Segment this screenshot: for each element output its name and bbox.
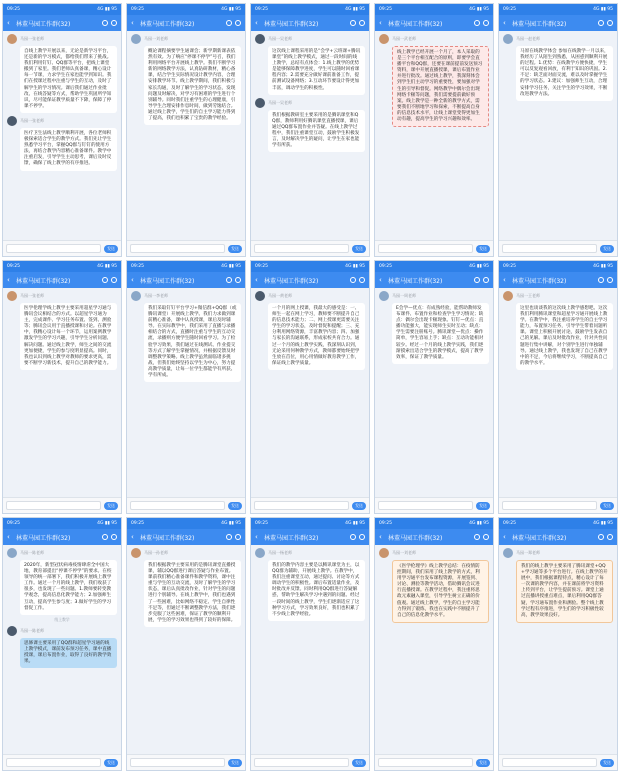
message-list[interactable] xyxy=(3,545,121,754)
message-list[interactable] xyxy=(3,31,121,240)
status-time: 09:25 xyxy=(131,264,144,269)
send-button[interactable]: 发送 xyxy=(352,502,366,510)
status-time: 09:25 xyxy=(503,264,516,269)
status-time: 09:25 xyxy=(379,264,392,269)
avatar[interactable] xyxy=(7,116,17,126)
message-input[interactable] xyxy=(254,501,349,510)
send-button[interactable]: 发送 xyxy=(476,245,490,253)
message-bubble[interactable]: 这里也谈谈我的这次线上教学感想吧。这次我们利用腾讯课堂和超星学习通开展线上教学。在教学中，我注重培养学生的自主学习能力，布置预习任务，引导学生带着问题听课。课堂上积极开展讨论，鼓励学生发表自己的见解。课后及时批改作业，针对共性问题进行集中讲解，对个别学生进行单独辅导。通过线上教学，我也发现了自己在教学中的不足，今后将继续学习，不断提高自己的教学水平。 xyxy=(516,303,613,370)
back-arrow-icon[interactable]: ‹ xyxy=(255,276,258,284)
send-button[interactable]: 发送 xyxy=(600,502,614,510)
avatar[interactable] xyxy=(7,626,17,636)
message-sender xyxy=(379,548,489,558)
message-input[interactable] xyxy=(378,244,473,253)
group-menu-icon[interactable] xyxy=(607,20,613,26)
group-title: 林董马园工作群(32) xyxy=(140,534,195,542)
message-bubble[interactable]: 概论课程摘要学生通课会；新学期新课表依然有效。为了响应“停课不停学”号召，我们利用网络平台开展线上教学。我们不断学习新的网络教学方法，认真钻研教材，精心备课，结合学生实际情况设计教学内容，合理安排教学环节。线上教学期间，我们积极与家长沟通，及时了解学生的学习状态，发现问题及时解决，对学习有困难的学生进行个别辅导。同时我们注重学生的心理健康，引导学生合理安排作息时间，做到劳逸结合。通过线上教学，学生们的自主学习能力得到了提高，我们也积累了宝贵的教学经验。 xyxy=(144,46,241,125)
send-button[interactable]: 发送 xyxy=(352,759,366,767)
group-menu-icon[interactable] xyxy=(111,20,117,26)
back-arrow-icon[interactable]: ‹ xyxy=(379,276,382,284)
message-input[interactable] xyxy=(6,501,101,510)
message-bubble[interactable]: 我们根据教学主要采用的是腾讯课堂直播授课，辅以QQ群进行课后答疑与作业布置。课前我们精心准备课件和教学资料，课中注重与学生的互动交流，及时了解学生的学习状态，课后认真批改作业，针对学生的问题进行个别辅导。在线上教学中，我们也遇到了一些困难，比如网络不稳定、学生自律性不足等，但通过不断调整教学方法，我们逐步克服了这些困难，保证了教学的顺利开展，学生的学习效果也得到了较好的保障。 xyxy=(144,560,241,627)
status-indicators: 4G ▮▮ 95 xyxy=(97,7,117,12)
input-bar xyxy=(251,240,369,256)
phone-call-icon[interactable] xyxy=(102,534,108,540)
avatar[interactable] xyxy=(503,548,513,558)
message-list[interactable] xyxy=(251,288,369,497)
sender-name: 马园一黄老师 xyxy=(268,293,292,298)
message-bubble-2[interactable]: 医疗卫生法线上教学顺利开展，各位老师积极探索适合学生的教学方式。我们先让学生熟悉学习平台，掌握QQ群与钉钉的使用方法，再结合教学内容精心准备课件。教学中注重启发，引导学生主动思考，课后及时反馈，确保了线上教学的有序推进。 xyxy=(20,128,117,171)
back-arrow-icon[interactable]: ‹ xyxy=(255,533,258,541)
message-sender xyxy=(503,548,613,558)
status-bar xyxy=(127,4,245,15)
status-time: 09:25 xyxy=(503,521,516,526)
send-button[interactable]: 发送 xyxy=(600,759,614,767)
chat-header xyxy=(3,272,121,288)
group-menu-icon[interactable] xyxy=(483,534,489,540)
timestamp: 线上教学 xyxy=(54,616,70,622)
status-bar xyxy=(3,4,121,15)
phone-call-icon[interactable] xyxy=(598,277,604,283)
input-bar xyxy=(3,497,121,513)
avatar[interactable] xyxy=(7,548,17,558)
status-indicators: 4G ▮▮ 95 xyxy=(469,521,489,526)
input-bar xyxy=(251,754,369,770)
message-bubble[interactable]: 我们的线上教学主要采用了腾讯课堂+QQ+学习通等多个平台进行。在线上教学的开展中，我们根据课程特点，精心设计了每一次课的教学内容，并在课前将学习资料上传到平台，让学生提前预习。课堂上通过直播讲授重点难点，课后利用QQ群答疑，学习通布置作业和测验。整个线上教学过程有序推进，学生们的学习积极性较高，教学效果良好。 xyxy=(516,560,613,623)
group-menu-icon[interactable] xyxy=(483,20,489,26)
chat-header xyxy=(499,272,617,288)
message-input[interactable] xyxy=(378,758,473,767)
back-arrow-icon[interactable]: ‹ xyxy=(131,19,134,27)
group-title: 林董马园工作群(32) xyxy=(264,277,319,285)
message-bubble[interactable]: 这次线上课程采用的是“会学+云班课+腾讯课堂”的线上教学模式，通过一段时间的线上教学，总结有点体会：1.线上教学的优势是能够保障教学进度，学生可以随时回看课程内容；2.需要充分做好课前准备工作，提前测试设备网络；3.互动环节要设计得更加丰富，调动学生的积极性。 xyxy=(268,46,365,95)
chat-screenshot xyxy=(126,517,246,771)
input-bar xyxy=(375,240,493,256)
input-bar xyxy=(3,754,121,770)
message-sender xyxy=(379,34,489,44)
message-list[interactable] xyxy=(499,31,617,240)
input-bar xyxy=(127,497,245,513)
chat-screenshot xyxy=(126,3,246,257)
group-title: 林董马园工作群(32) xyxy=(388,534,443,542)
status-indicators: 4G ▮▮ 95 xyxy=(221,7,241,12)
status-indicators: 4G ▮▮ 95 xyxy=(593,264,613,269)
group-menu-icon[interactable] xyxy=(483,277,489,283)
chat-screenshot xyxy=(498,260,618,514)
avatar[interactable] xyxy=(131,291,141,301)
group-title: 林董马园工作群(32) xyxy=(16,277,71,285)
group-menu-icon[interactable] xyxy=(359,534,365,540)
avatar[interactable] xyxy=(379,291,389,301)
avatar[interactable] xyxy=(379,34,389,44)
chat-screenshot xyxy=(498,3,618,257)
status-time: 09:25 xyxy=(7,7,20,12)
phone-call-icon[interactable] xyxy=(226,277,232,283)
back-arrow-icon[interactable]: ‹ xyxy=(379,533,382,541)
input-bar xyxy=(499,754,617,770)
message-sender xyxy=(7,291,117,301)
avatar[interactable] xyxy=(503,34,513,44)
message-input[interactable] xyxy=(378,501,473,510)
group-title: 林董马园工作群(32) xyxy=(140,277,195,285)
back-arrow-icon[interactable]: ‹ xyxy=(7,533,10,541)
status-time: 09:25 xyxy=(379,521,392,526)
group-menu-icon[interactable] xyxy=(359,20,365,26)
status-indicators: 4G ▮▮ 95 xyxy=(221,264,241,269)
message-bubble[interactable]: 2020年，新型冠状病毒疫情肆虐全中国大地，教育部提出“停课不停学”的要求。在校领导的统一部署下，我们积极开展线上教学工作。通过一个月的线上教学，我们收获了很多，也发现了一些问题。1.教师要转变教学观念，提高信息化教学能力；2.加强师生互动，提高学生参与度；3.做好学生的学习督促工作。 xyxy=(20,560,117,615)
status-time: 09:25 xyxy=(255,521,268,526)
avatar[interactable] xyxy=(7,291,17,301)
avatar[interactable] xyxy=(7,34,17,44)
message-bubble[interactable]: 马原在线教学体会 参加在线教学一月以来，我经历了从陌生到熟悉，从困惑到顺利开展的过程。1.优势：在线教学方便快捷，学生可以反复观看回放，有利于知识的巩固。2.不足：缺乏面对面交流，难以及时掌握学生的学习状态。3.建议：加强师生互动，合理安排学习任务，关注学生的学习效果，不断改进教学方法。 xyxy=(516,46,613,101)
status-indicators: 4G ▮▮ 95 xyxy=(97,264,117,269)
message-list[interactable] xyxy=(3,288,121,497)
message-bubble[interactable]: 我们采取钉钉平台学习+微信群+QQ群（或腾讯课堂）开展线上教学。我们力求做到课前精心准备，课中认真授课，课后及时辅导。在实际教学中，我们采用了直播与录播相结合的方式，直播时注重与学生的互动交流，录播则方便学生随时回看学习。为了检验学习效果，我们通过在线测试、作业提交等方式了解学生掌握情况，并根据反馈及时调整教学策略。线上教学虽然面临诸多挑战，但我们始终坚持以学生为中心，努力提高教学质量，让每一位学生都能学有所获、学有所成。 xyxy=(144,303,241,382)
message-list[interactable] xyxy=(251,545,369,754)
group-title: 林董马园工作群(32) xyxy=(512,534,567,542)
phone-call-icon[interactable] xyxy=(474,20,480,26)
group-title: 林董马园工作群(32) xyxy=(264,534,319,542)
avatar[interactable] xyxy=(255,548,265,558)
sender-name: 马园一张老师 xyxy=(20,117,44,123)
avatar[interactable] xyxy=(503,291,513,301)
send-button[interactable]: 发送 xyxy=(476,502,490,510)
chat-header xyxy=(251,15,369,31)
status-time: 09:25 xyxy=(379,7,392,12)
message-input[interactable] xyxy=(130,501,225,510)
status-indicators: 4G ▮▮ 95 xyxy=(221,521,241,526)
send-button[interactable]: 发送 xyxy=(104,245,118,253)
chat-header xyxy=(375,529,493,545)
sender-name: 马园一杨老师 xyxy=(268,550,292,555)
send-button[interactable]: 发送 xyxy=(600,245,614,253)
chat-screenshot xyxy=(250,517,370,771)
chat-header xyxy=(3,15,121,31)
message-bubble[interactable]: 医学伦理学线上教学主要采用超星学习通与腾讯会议相结合的方式。以超星学习通为主，完成课件、学习任务布置、签到、测验等；腾讯会议用于直播授课和讨论。在教学中，我精心设计每一个环节，运用案例教学激发学生的学习兴趣，引导学生分析问题、解决问题。通过线上教学，师生之间的交流更加便捷，学生的参与度明显提高。同时，我也认识到线上教学对教师的要求更高，需要不断学习新技术，提升自己的教学能力。 xyxy=(20,303,117,370)
avatar[interactable] xyxy=(255,34,265,44)
back-arrow-icon[interactable]: ‹ xyxy=(255,19,258,27)
group-title: 林董马园工作群(32) xyxy=(388,277,443,285)
message-list[interactable] xyxy=(127,545,245,754)
phone-call-icon[interactable] xyxy=(226,20,232,26)
input-bar xyxy=(499,240,617,256)
status-bar xyxy=(375,261,493,272)
back-arrow-icon[interactable]: ‹ xyxy=(7,276,10,284)
status-bar xyxy=(3,518,121,529)
message-sender xyxy=(131,34,241,44)
message-input[interactable] xyxy=(254,758,349,767)
message-sender xyxy=(503,34,613,44)
sender-name: 马园一陈老师 xyxy=(20,550,44,555)
send-button[interactable]: 发送 xyxy=(228,759,242,767)
status-indicators: 4G ▮▮ 95 xyxy=(469,264,489,269)
input-bar xyxy=(251,497,369,513)
sender-name: 马园一武老师 xyxy=(392,36,416,41)
phone-call-icon[interactable] xyxy=(474,277,480,283)
input-bar xyxy=(375,754,493,770)
chat-screenshot xyxy=(250,260,370,514)
message-sender xyxy=(255,98,365,108)
status-indicators: 4G ▮▮ 95 xyxy=(593,7,613,12)
chat-screenshot xyxy=(374,517,494,771)
back-arrow-icon[interactable]: ‹ xyxy=(503,276,506,284)
status-time: 09:25 xyxy=(131,7,144,12)
status-bar xyxy=(3,261,121,272)
message-bubble-2[interactable]: 思修课主要采用了QQ群和超星学习通的线上教学模式，课前发布预习任务，课中直播授课，课后布置作业，取得了良好的教学效果。 xyxy=(20,638,117,668)
back-arrow-icon[interactable]: ‹ xyxy=(503,19,506,27)
sender-name: 马园一吴老师 xyxy=(268,99,292,105)
message-input[interactable] xyxy=(502,501,597,510)
status-time: 09:25 xyxy=(7,264,20,269)
send-button[interactable]: 发送 xyxy=(104,759,118,767)
chat-header xyxy=(375,15,493,31)
message-list[interactable] xyxy=(499,545,617,754)
avatar[interactable] xyxy=(255,98,265,108)
message-sender xyxy=(131,548,241,558)
chat-screenshot xyxy=(250,3,370,257)
phone-call-icon[interactable] xyxy=(474,534,480,540)
sender-name: 马园一郑老师 xyxy=(516,550,540,555)
group-menu-icon[interactable] xyxy=(111,277,117,283)
status-indicators: 4G ▮▮ 95 xyxy=(345,521,365,526)
message-input[interactable] xyxy=(130,758,225,767)
chat-screenshot xyxy=(2,260,122,514)
status-indicators: 4G ▮▮ 95 xyxy=(97,521,117,526)
status-bar xyxy=(499,518,617,529)
status-bar xyxy=(127,261,245,272)
sender-name: 马园一刘老师 xyxy=(392,550,416,555)
status-time: 09:25 xyxy=(255,7,268,12)
message-bubble[interactable]: 自线上教学开展以来，无论是新学习平台，还是新的学习模式，都给我们带来了挑战。我们利用钉钉、QQ群等平台，把线上课堂搬到了家里。我们老师认真备课，精心设计每一节课，力求学生在家也能学到知识。我们在授课过程中注重与学生的互动，及时了解学生的学习情况。课后我们通过作业批改、在线答疑等方式，帮助学生巩固所学知识，尽可能保证教学质量不下降，保障了停课不停学。 xyxy=(20,46,117,113)
back-arrow-icon[interactable]: ‹ xyxy=(7,19,10,27)
input-bar xyxy=(3,240,121,256)
group-title: 林董马园工作群(32) xyxy=(140,20,195,28)
input-bar xyxy=(127,240,245,256)
status-indicators: 4G ▮▮ 95 xyxy=(469,7,489,12)
status-bar xyxy=(251,261,369,272)
status-time: 09:25 xyxy=(255,264,268,269)
message-sender xyxy=(379,291,489,301)
sender-name: 马园一孙老师 xyxy=(144,550,168,555)
message-sender xyxy=(7,34,117,44)
send-button[interactable]: 发送 xyxy=(352,245,366,253)
message-sender xyxy=(255,291,365,301)
sender-name: 马园一李老师 xyxy=(144,293,168,298)
status-time: 09:25 xyxy=(131,521,144,526)
group-title: 林董马园工作群(32) xyxy=(512,277,567,285)
phone-call-icon[interactable] xyxy=(350,277,356,283)
back-arrow-icon[interactable]: ‹ xyxy=(503,533,506,541)
message-sender xyxy=(255,34,365,44)
message-input[interactable] xyxy=(502,244,597,253)
message-input[interactable] xyxy=(130,244,225,253)
send-button[interactable]: 发送 xyxy=(104,502,118,510)
message-bubble-2[interactable]: 我们根据教研室主要采用的是腾讯课堂和QQ群，教师利用好腾讯课堂直播授课，课后通过QQ群布置作业并答疑。在线上教学过程中，我们注重课堂互动，鼓励学生积极发言，及时解决学生的疑问，让学生在家也能学有所获。 xyxy=(268,110,365,153)
chat-header xyxy=(127,272,245,288)
phone-call-icon[interactable] xyxy=(598,20,604,26)
sender-name: 马园一王老师 xyxy=(516,293,540,298)
back-arrow-icon[interactable]: ‹ xyxy=(131,276,134,284)
group-title: 林董马园工作群(32) xyxy=(16,20,71,28)
message-input[interactable] xyxy=(6,758,101,767)
status-bar xyxy=(499,4,617,15)
chat-header xyxy=(127,15,245,31)
input-bar xyxy=(499,497,617,513)
message-input[interactable] xyxy=(502,758,597,767)
message-list[interactable] xyxy=(251,31,369,240)
message-input[interactable] xyxy=(254,244,349,253)
send-button[interactable]: 发送 xyxy=(476,759,490,767)
status-bar xyxy=(251,518,369,529)
phone-call-icon[interactable] xyxy=(598,534,604,540)
back-arrow-icon[interactable]: ‹ xyxy=(131,533,134,541)
group-menu-icon[interactable] xyxy=(235,277,241,283)
chat-header xyxy=(499,529,617,545)
chat-screenshot xyxy=(2,517,122,771)
message-list[interactable] xyxy=(375,31,493,240)
status-time: 09:25 xyxy=(7,521,20,526)
status-indicators: 4G ▮▮ 95 xyxy=(345,7,365,12)
group-menu-icon[interactable] xyxy=(111,534,117,540)
message-sender xyxy=(7,626,117,636)
chat-header xyxy=(251,529,369,545)
chat-screenshot xyxy=(2,3,122,257)
message-list[interactable] xyxy=(375,288,493,497)
message-input[interactable] xyxy=(6,244,101,253)
message-bubble[interactable]: 我们的教学内容主要是以腾讯课堂为主，以QQ群为辅助，开展线上教学。在教学中，我们注重课堂互动，通过提问、讨论等方式调动学生的积极性。课后布置适量作业，及时批改并反馈。同时利用QQ群进行答疑解惑，帮助学生解决学习中遇到的问题。经过一段时间的线上教学，学生们逐渐适应了这种学习方式，学习效果良好，我们也积累了不少线上教学经验。 xyxy=(268,560,365,621)
status-bar xyxy=(251,4,369,15)
message-sender xyxy=(255,548,365,558)
status-bar xyxy=(375,4,493,15)
message-sender xyxy=(7,548,117,558)
message-bubble[interactable]: 线上教学已经开展一个月了，本人采取的是三个平台相互配合的原则，即要学会直播平台和QQ群，还要在课前提前发送预习资料，课中开展直播授课，课后布置作业并进行批改。通过线上教学，我深刻体会到学生们主动学习的重要性，要加强对学生的引导和督促。网络教学中偶尔会出现网络卡顿等问题，我们需要提前做好预案。线上教学是一种全新的教学方式，需要我们不断地学习和探索，不断提高自身的信息技术水平，让线上课堂变得更加生动有趣，提高学生的学习兴趣和效率。 xyxy=(392,46,489,127)
status-time: 09:25 xyxy=(503,7,516,12)
chat-header xyxy=(251,272,369,288)
avatar[interactable] xyxy=(379,548,389,558)
chat-screenshot xyxy=(126,260,246,514)
status-bar xyxy=(499,261,617,272)
message-list[interactable] xyxy=(127,31,245,240)
message-bubble[interactable]: 《医学伦理学》线上教学总结：在疫情防控期间，我们采用了线上教学的方式，利用学习通平台发布课程资源，开展签到、讨论、测验等教学活动，借助腾讯会议进行直播授课。在教学过程中，我注重将思政元素融入课堂，引导学生树立正确的价值观。通过线上教学，学生的自主学习能力得到了锻炼，我也在实践中不断提升了自己的信息化教学水平。 xyxy=(392,560,489,623)
group-title: 林董马园工作群(32) xyxy=(512,20,567,28)
send-button[interactable]: 发送 xyxy=(228,502,242,510)
message-bubble[interactable]: 一个月的网上授课，我最大的感受是：一、师生一起在网上学习，教师要不断提升自己的信息技术能力；二、网上授课更需要关注学生的学习状态，及时督促和提醒；三、充分利用网络资源，丰富教学内容；四、加强与家长的沟通联系，形成家校共育合力。通过一个月的线上教学实践，我深刻认识到，无论采用何种教学方式，教师都要始终把学生放在首位，用心用情做好教育教学工作，保证线上教学质量。 xyxy=(268,303,365,370)
phone-call-icon[interactable] xyxy=(226,534,232,540)
status-indicators: 4G ▮▮ 95 xyxy=(345,264,365,269)
avatar[interactable] xyxy=(131,548,141,558)
status-indicators: 4G ▮▮ 95 xyxy=(593,521,613,526)
message-sender xyxy=(131,291,241,301)
input-bar xyxy=(127,754,245,770)
phone-call-icon[interactable] xyxy=(102,277,108,283)
phone-call-icon[interactable] xyxy=(102,20,108,26)
group-title: 林董马园工作群(32) xyxy=(264,20,319,28)
phone-call-icon[interactable] xyxy=(350,534,356,540)
sender-name: 马园一吴老师 xyxy=(268,36,292,41)
back-arrow-icon[interactable]: ‹ xyxy=(379,19,382,27)
message-list[interactable] xyxy=(499,288,617,497)
group-menu-icon[interactable] xyxy=(607,534,613,540)
message-sender xyxy=(503,291,613,301)
message-sender xyxy=(7,116,117,126)
send-button[interactable]: 发送 xyxy=(228,245,242,253)
input-bar xyxy=(375,497,493,513)
chat-screenshot xyxy=(374,3,494,257)
chat-screenshot xyxy=(498,517,618,771)
avatar[interactable] xyxy=(255,291,265,301)
avatar[interactable] xyxy=(131,34,141,44)
group-menu-icon[interactable] xyxy=(607,277,613,283)
sender-name: 马园一周老师 xyxy=(392,293,416,298)
chat-header xyxy=(3,529,121,545)
message-list[interactable] xyxy=(127,288,245,497)
group-title: 林董马园工作群(32) xyxy=(388,20,443,28)
sender-name: 马园一陈老师 xyxy=(20,627,44,633)
sender-name: 马园一赵老师 xyxy=(516,36,540,41)
group-menu-icon[interactable] xyxy=(359,277,365,283)
chat-header xyxy=(499,15,617,31)
message-bubble[interactable]: E会学—优点：有成熟经验，能帮助教师发布课件、布置作业和检查学生学习情况；缺点：偶尔会出现卡顿现象。钉钉—优点：直播功能强大，能实现师生实时互动；缺点：学生需要注册账号。腾讯课堂—优点：操作简单，学生容易上手；缺点：互动功能相对较少。经过一个月的线上教学实践，我们逐渐摸索出适合学生的教学模式，提高了教学效率，保证了教学质量。 xyxy=(392,303,489,364)
chat-header xyxy=(375,272,493,288)
group-menu-icon[interactable] xyxy=(235,534,241,540)
group-menu-icon[interactable] xyxy=(235,20,241,26)
chat-screenshot xyxy=(374,260,494,514)
sender-name: 马园一刘老师 xyxy=(144,36,168,41)
group-title: 林董马园工作群(32) xyxy=(16,534,71,542)
message-list[interactable] xyxy=(375,545,493,754)
sender-name: 马园一张老师 xyxy=(20,36,44,41)
screenshot-grid xyxy=(2,3,620,773)
phone-call-icon[interactable] xyxy=(350,20,356,26)
status-bar xyxy=(375,518,493,529)
chat-header xyxy=(127,529,245,545)
status-bar xyxy=(127,518,245,529)
sender-name: 马园一张老师 xyxy=(20,293,44,298)
